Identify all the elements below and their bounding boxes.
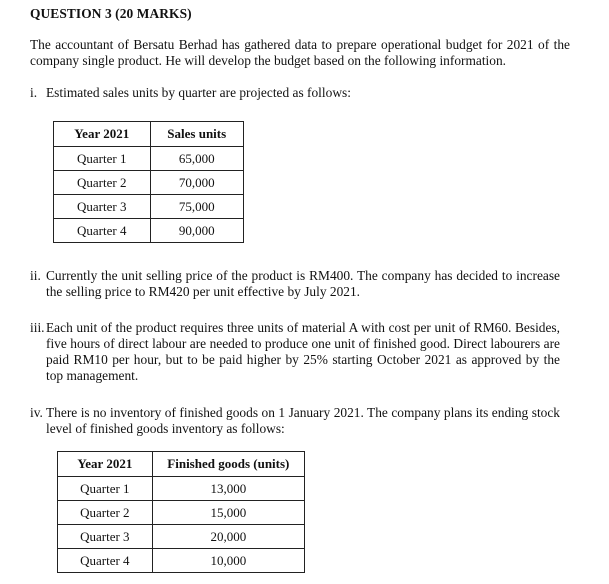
- inventory-quarter-cell: Quarter 1: [58, 477, 153, 501]
- item-ii: [30, 268, 560, 302]
- item-i-text: Estimated sales units by quarter are projected as follows:: [46, 85, 351, 100]
- table-row: [58, 477, 305, 501]
- item-iii-number: iii.: [30, 320, 45, 335]
- sales-value-cell: 90,000: [150, 219, 244, 243]
- item-iii: [30, 320, 560, 386]
- inventory-value-cell: 10,000: [152, 549, 304, 573]
- inventory-value-cell: 20,000: [152, 525, 304, 549]
- inventory-header-units: Finished goods (units): [152, 452, 304, 477]
- item-iv-text: There is no inventory of finished goods on 1 January 2021. The company plans its ending stock level of finished goods inventory as follows:: [46, 405, 560, 436]
- inventory-table-header: [58, 452, 305, 477]
- sales-value-cell: 65,000: [150, 147, 244, 171]
- table-row: [54, 195, 244, 219]
- table-row: [58, 549, 305, 573]
- item-iv-number: iv.: [30, 405, 43, 420]
- intro-paragraph: The accountant of Bersatu Berhad has gathered data to prepare operational budget for 2021 of the company single product. He will develop the budget based on the following information.: [30, 37, 570, 68]
- item-i: [30, 85, 570, 103]
- item-ii-number: ii.: [30, 268, 41, 283]
- table-row: [54, 219, 244, 243]
- sales-quarter-cell: Quarter 2: [54, 171, 151, 195]
- inventory-value-cell: 13,000: [152, 477, 304, 501]
- item-i-number: i.: [30, 85, 38, 100]
- sales-quarter-cell: Quarter 3: [54, 195, 151, 219]
- inventory-value-cell: 15,000: [152, 501, 304, 525]
- sales-header-year: Year 2021: [54, 122, 151, 147]
- sales-quarter-cell: Quarter 4: [54, 219, 151, 243]
- sales-quarter-cell: Quarter 1: [54, 147, 151, 171]
- inventory-header-year: Year 2021: [58, 452, 153, 477]
- table-row: [54, 171, 244, 195]
- table-row: [54, 147, 244, 171]
- inventory-table: [57, 451, 305, 573]
- table-row: [58, 501, 305, 525]
- question-title: QUESTION 3 (20 MARKS): [30, 6, 192, 21]
- item-ii-text: Currently the unit selling price of the product is RM400. The company has decided to increase the selling price to RM420 per unit effective by July 2021.: [46, 268, 560, 299]
- sales-value-cell: 70,000: [150, 171, 244, 195]
- inventory-quarter-cell: Quarter 2: [58, 501, 153, 525]
- inventory-quarter-cell: Quarter 3: [58, 525, 153, 549]
- item-iii-text: Each unit of the product requires three units of material A with cost per unit of RM60. Besides, five hours of direct labour are needed to produce one unit of finished good. Direct labourers are paid RM10 per hour, but to be paid higher by 25% starting October 2021 as approved by the top management.: [46, 320, 560, 383]
- sales-table: [53, 121, 244, 243]
- inventory-quarter-cell: Quarter 4: [58, 549, 153, 573]
- table-row: [58, 525, 305, 549]
- item-iv: [30, 405, 560, 439]
- sales-header-units: Sales units: [150, 122, 244, 147]
- sales-table-header: [54, 122, 244, 147]
- sales-value-cell: 75,000: [150, 195, 244, 219]
